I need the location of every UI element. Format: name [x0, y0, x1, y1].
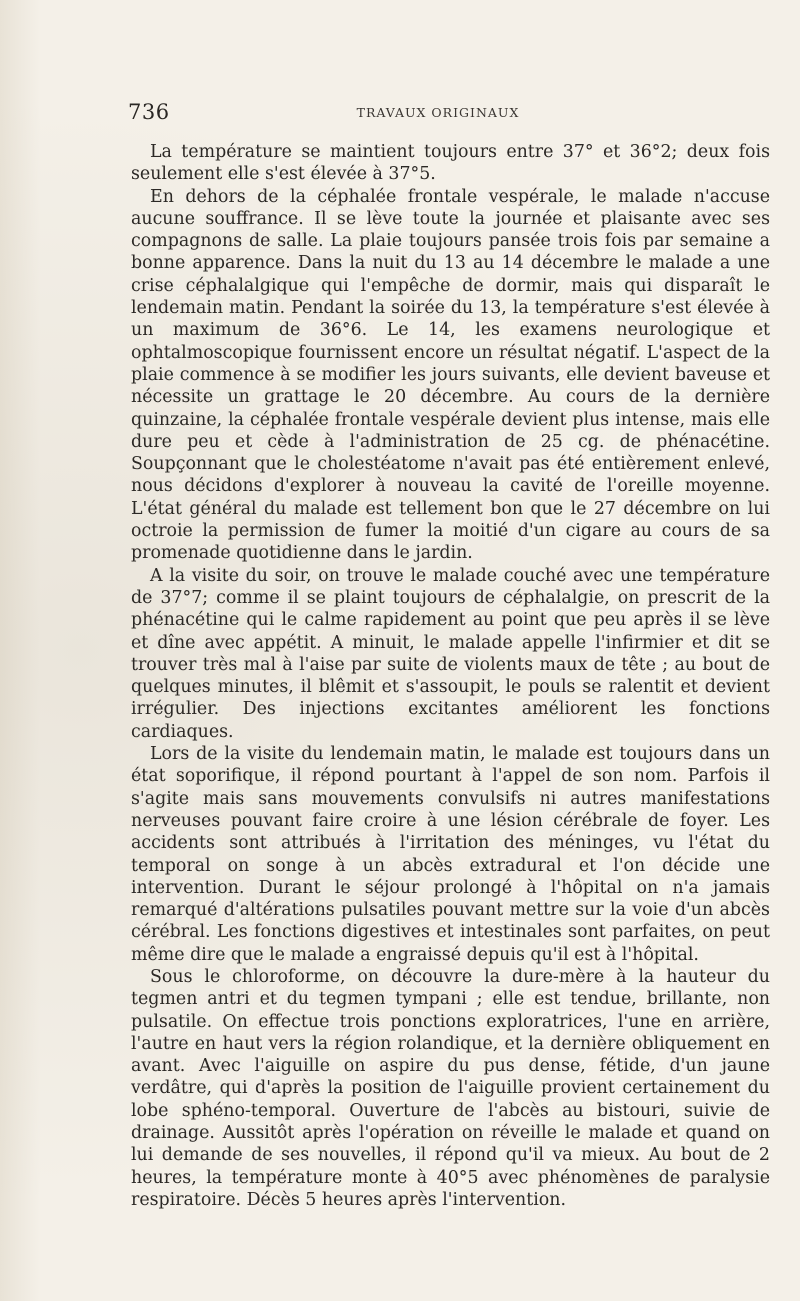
paragraph-5: Sous le chloroforme, on découvre la dure-mère à la hauteur du tegmen antri et du tegmen tympani ; elle est tendue, brillante, non pulsatile. On effectue trois ponctions exploratrices, l'une en arrière, l'autre en haut vers la région rolandique, et la dernière obliquement en avant. Avec l'aiguille on aspire du pus dense, fétide, d'un jaune verdâtre, qui d'après la position de l'aiguille provient certainement du lobe sphéno-temporal. Ouverture de l'abcès au bistouri, suivie de drainage. Aussitôt après l'opération on réveille le malade et quand on lui demande de ses nouvelles, il répond qu'il va mieux. Au bout de 2 heures, la température monte à 40°5 avec phénomènes de paralysie respiratoire. Décès 5 heures après l'intervention.	[131, 966, 770, 1210]
paragraph-3: A la visite du soir, on trouve le malade couché avec une température de 37°7; comme il se plaint toujours de céphalalgie, on prescrit de la phénacétine qui le calme rapidement au point que peu après il se lève et dîne avec appétit. A minuit, le malade appelle l'infirmier et dit se trouver très mal à l'aise par suite de violents maux de tête ; au bout de quelques minutes, il blêmit et s'assoupit, le pouls se ralentit et devient irrégulier. Des injections excitantes améliorent les fonctions cardiaques.	[131, 565, 770, 742]
page-header	[128, 100, 748, 128]
paragraph-4: Lors de la visite du lendemain matin, le malade est toujours dans un état soporifique, il répond pourtant à l'appel de son nom. Parfois il s'agite mais sans mouvements convulsifs ni autres manifestations nerveuses pouvant faire croire à une lésion cérébrale de foyer. Les accidents sont attribués à l'irritation des méninges, vu l'état du temporal on songe à un abcès extradural et l'on décide une intervention. Durant le séjour prolongé à l'hôpital on n'a jamais remarqué d'altérations pulsatiles pouvant mettre sur la voie d'un abcès cérébral. Les fonctions digestives et intestinales sont parfaites, on peut même dire que le malade a engraissé depuis qu'il est à l'hôpital.	[131, 744, 770, 965]
running-head: TRAVAUX ORIGINAUX	[356, 105, 520, 120]
paragraph-1: La température se maintient toujours entre 37° et 36°2; deux fois seulement elle s'est élevée à 37°5.	[131, 142, 770, 185]
body-text	[131, 141, 770, 1211]
page-number: 736	[128, 100, 170, 124]
paragraph-2: En dehors de la céphalée frontale vespérale, le malade n'accuse aucune souffrance. Il se lève toute la journée et plaisante avec ses compagnons de salle. La plaie toujours pansée trois fois par semaine a bonne apparence. Dans la nuit du 13 au 14 décembre le malade a une crise céphalalgique qui l'empêche de dormir, mais qui disparaît le lendemain matin. Pendant la soirée du 13, la température s'est élevée à un maximum de 36°6. Le 14, les examens neurologique et ophtalmoscopique fournissent encore un résultat négatif. L'aspect de la plaie commence à se modifier les jours suivants, elle devient baveuse et nécessite un grattage le 20 décembre. Au cours de la dernière quinzaine, la céphalée frontale vespérale devient plus intense, mais elle dure peu et cède à l'administration de 25 cg. de phénacétine. Soupçonnant que le cholestéatome n'avait pas été entièrement enlevé, nous décidons d'explorer à nouveau la cavité de l'oreille moyenne. L'état général du malade est tellement bon que le 27 décembre on lui octroie la permission de fumer la moitié d'un cigare au cours de sa promenade quotidienne dans le jardin.	[131, 186, 770, 564]
